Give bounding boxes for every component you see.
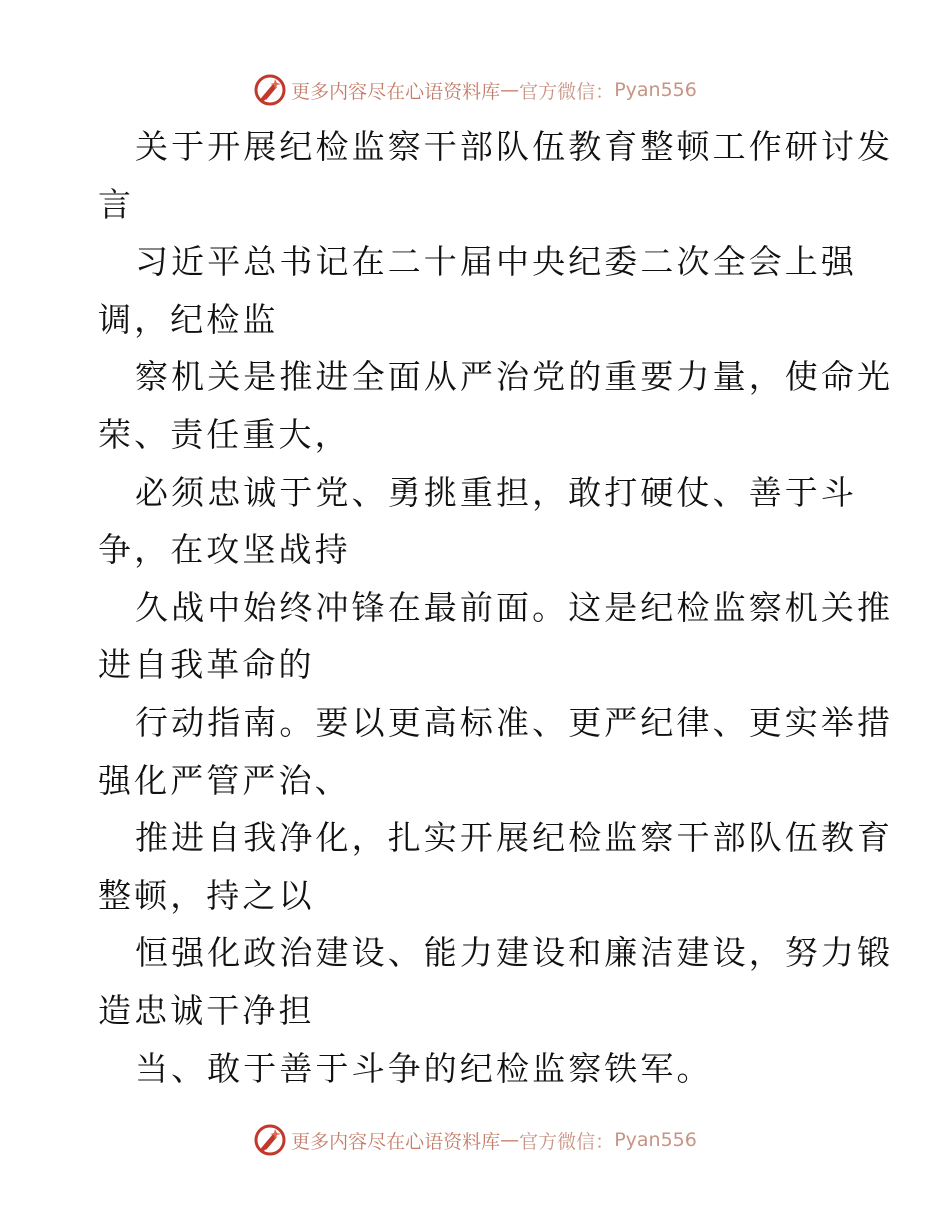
text-line: 造忠诚干净担 [98,990,315,1030]
text-line: 争，在攻坚战持 [98,530,351,570]
red-sparkle-logo-icon [253,73,287,107]
text-line: 行动指南。要以更高标准、更严纪律、更实举措 [135,702,894,742]
text-line: 察机关是推进全面从严治党的重要力量，使命光 [135,357,894,397]
text-line: 习近平总书记在二十届中央纪委二次全会上强 [135,242,857,282]
footer-watermark-banner [0,1120,950,1160]
banner-wechat-label: 官方微信： [519,80,615,103]
text-line: 荣、责任重大， [98,414,351,454]
red-sparkle-logo-icon [253,1123,287,1157]
banner-dash: — [500,1129,520,1151]
text-line: 必须忠诚于党、勇挑重担，敢打硬仗、善于斗 [135,472,857,512]
text-line: 恒强化政治建设、能力建设和廉洁建设，努力锻 [135,933,894,973]
text-line: 久战中始终冲锋在最前面。这是纪检监察机关推 [135,587,894,627]
text-line: 言 [98,184,135,224]
text-line: 进自我革命的 [98,645,315,685]
banner-main-text: 更多内容尽在心语资料库 [291,80,501,103]
banner-dash: — [500,79,520,101]
document-body [98,118,894,1097]
text-line: 整顿，持之以 [98,875,315,915]
banner-wechat-label: 官方微信： [519,1130,615,1153]
text-line: 强化严管严治、 [98,760,351,800]
text-line: 调，纪检监 [98,299,279,339]
banner-wechat-id: Pyan556 [614,1129,697,1151]
text-line: 当、敢于善于斗争的纪检监察铁军。 [135,1048,713,1088]
banner-main-text: 更多内容尽在心语资料库 [291,1130,501,1153]
text-line: 关于开展纪检监察干部队伍教育整顿工作研讨发 [135,127,894,166]
header-watermark-banner [0,70,950,110]
text-line: 推进自我净化，扎实开展纪检监察干部队伍教育 [135,818,894,858]
banner-wechat-id: Pyan556 [614,79,697,101]
